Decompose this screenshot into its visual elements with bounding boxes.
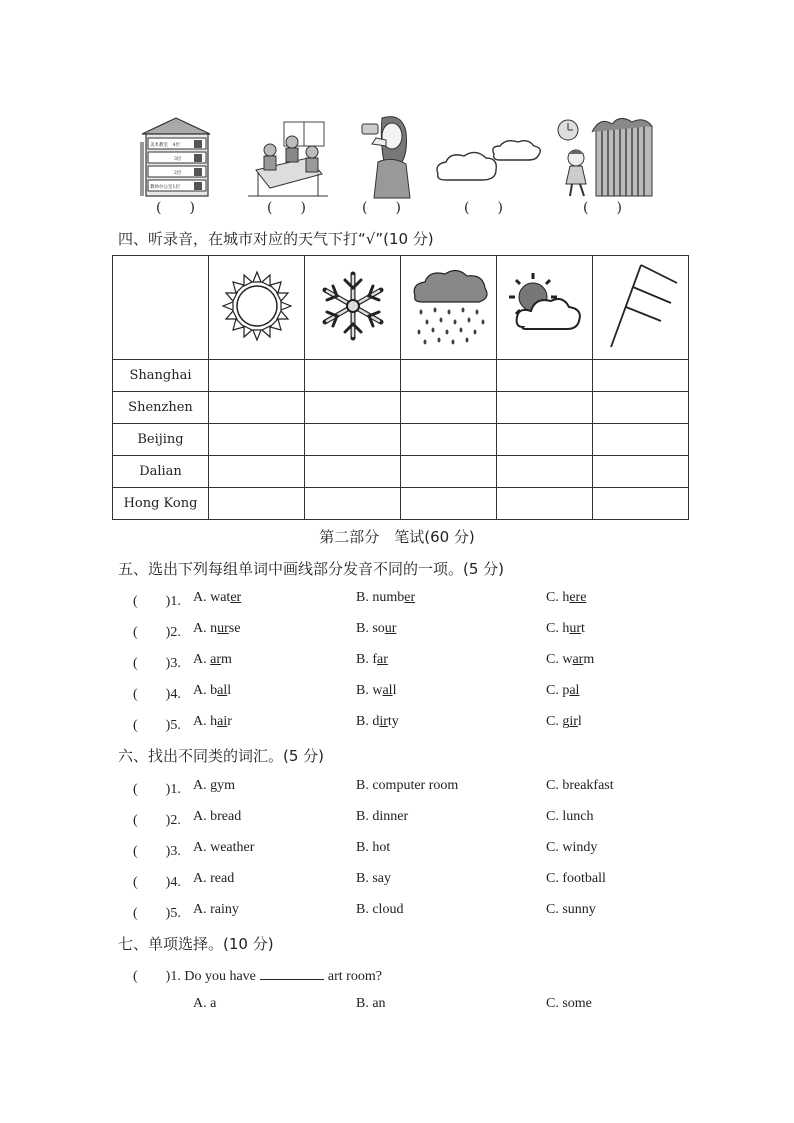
sun-icon bbox=[217, 266, 297, 346]
answer-paren[interactable]: ( )3. bbox=[133, 656, 181, 671]
answer-cell[interactable] bbox=[209, 392, 305, 424]
picture-paren-3[interactable]: ( ) bbox=[362, 200, 401, 216]
city-beijing: Beijing bbox=[113, 424, 209, 456]
option-c[interactable]: C. some bbox=[546, 996, 592, 1011]
answer-paren[interactable]: ( )5. bbox=[133, 906, 181, 921]
question-text-before: Do you have bbox=[184, 969, 256, 984]
answer-cell[interactable] bbox=[497, 360, 593, 392]
section7-question-1: ( )1. Do you have art room? bbox=[133, 969, 382, 984]
option-b[interactable]: B. dirty bbox=[356, 714, 399, 729]
building-sign-2: 2层 bbox=[174, 171, 182, 176]
answer-paren[interactable]: ( )3. bbox=[133, 844, 181, 859]
answer-cell[interactable] bbox=[305, 392, 401, 424]
building-sign-4: 美术教室 4层 bbox=[150, 143, 180, 148]
option-a[interactable]: A. a bbox=[193, 996, 217, 1011]
answer-cell[interactable] bbox=[593, 360, 689, 392]
answer-cell[interactable] bbox=[593, 392, 689, 424]
answer-cell[interactable] bbox=[593, 488, 689, 520]
option-a[interactable]: A. water bbox=[193, 590, 242, 605]
answer-paren[interactable]: ( )4. bbox=[133, 687, 181, 702]
option-b[interactable]: B. an bbox=[356, 996, 386, 1011]
answer-cell[interactable] bbox=[497, 488, 593, 520]
answer-cell[interactable] bbox=[305, 360, 401, 392]
answer-paren[interactable]: ( )1. bbox=[133, 782, 181, 797]
school-gate-picture bbox=[556, 112, 656, 200]
option-c[interactable]: C. pal bbox=[546, 683, 580, 698]
sun-cloud-icon bbox=[505, 271, 585, 341]
weather-col-rain bbox=[401, 256, 497, 360]
school-building-picture bbox=[136, 112, 216, 200]
city-dalian: Dalian bbox=[113, 456, 209, 488]
option-a[interactable]: A. read bbox=[193, 871, 235, 886]
picture-paren-1[interactable]: ( ) bbox=[156, 200, 195, 216]
option-c[interactable]: C. windy bbox=[546, 840, 598, 855]
question-text-after: art room? bbox=[327, 969, 382, 984]
option-b[interactable]: B. wall bbox=[356, 683, 397, 698]
weather-col-wind bbox=[593, 256, 689, 360]
answer-paren[interactable]: ( )5. bbox=[133, 718, 181, 733]
option-c[interactable]: C. breakfast bbox=[546, 778, 614, 793]
answer-cell[interactable] bbox=[305, 488, 401, 520]
answer-cell[interactable] bbox=[401, 456, 497, 488]
section5-title: 五、选出下列每组单词中画线部分发音不同的一项。(5 分) bbox=[118, 560, 505, 578]
picture-paren-4[interactable]: ( ) bbox=[464, 200, 503, 216]
option-c[interactable]: C. hurt bbox=[546, 621, 585, 636]
option-a[interactable]: A. bread bbox=[193, 809, 242, 824]
clouds-picture bbox=[432, 112, 544, 200]
option-b[interactable]: B. cloud bbox=[356, 902, 404, 917]
section4-title: 四、听录音，在城市对应的天气下打“√”(10 分) bbox=[118, 230, 434, 248]
weather-col-sun bbox=[209, 256, 305, 360]
answer-cell[interactable] bbox=[209, 424, 305, 456]
option-b[interactable]: B. number bbox=[356, 590, 416, 605]
answer-paren[interactable]: ( )2. bbox=[133, 813, 181, 828]
section7-title: 七、单项选择。(10 分) bbox=[118, 935, 274, 953]
answer-cell[interactable] bbox=[593, 424, 689, 456]
answer-paren[interactable]: ( )1. bbox=[133, 594, 181, 609]
answer-cell[interactable] bbox=[497, 456, 593, 488]
answer-cell[interactable] bbox=[209, 360, 305, 392]
option-c[interactable]: C. warm bbox=[546, 652, 595, 667]
option-a[interactable]: A. arm bbox=[193, 652, 232, 667]
option-a[interactable]: A. gym bbox=[193, 778, 235, 793]
option-c[interactable]: C. girl bbox=[546, 714, 582, 729]
picture-paren-2[interactable]: ( ) bbox=[267, 200, 306, 216]
rain-cloud-icon bbox=[407, 264, 491, 348]
option-a[interactable]: A. nurse bbox=[193, 621, 241, 636]
option-b[interactable]: B. computer room bbox=[356, 778, 459, 793]
weather-col-sun-cloud bbox=[497, 256, 593, 360]
answer-paren[interactable]: ( ) bbox=[133, 969, 171, 984]
option-c[interactable]: C. here bbox=[546, 590, 587, 605]
answer-cell[interactable] bbox=[401, 360, 497, 392]
option-b[interactable]: B. sour bbox=[356, 621, 397, 636]
option-b[interactable]: B. dinner bbox=[356, 809, 409, 824]
option-c[interactable]: C. football bbox=[546, 871, 606, 886]
answer-cell[interactable] bbox=[401, 392, 497, 424]
option-c[interactable]: C. lunch bbox=[546, 809, 594, 824]
answer-cell[interactable] bbox=[401, 424, 497, 456]
building-sign-1: 教师办公室1层 bbox=[150, 185, 180, 190]
picture-paren-5[interactable]: ( ) bbox=[583, 200, 622, 216]
city-hong-kong: Hong Kong bbox=[113, 488, 209, 520]
option-a[interactable]: A. rainy bbox=[193, 902, 239, 917]
section6-title: 六、找出不同类的词汇。(5 分) bbox=[118, 747, 325, 765]
fill-blank[interactable] bbox=[260, 967, 324, 980]
option-b[interactable]: B. far bbox=[356, 652, 388, 667]
building-sign-3: 3层 bbox=[174, 157, 182, 162]
answer-cell[interactable] bbox=[593, 456, 689, 488]
option-b[interactable]: B. say bbox=[356, 871, 391, 886]
wind-icon bbox=[601, 261, 681, 351]
answer-cell[interactable] bbox=[209, 456, 305, 488]
answer-cell[interactable] bbox=[209, 488, 305, 520]
snowflake-icon bbox=[317, 270, 389, 342]
city-shanghai: Shanghai bbox=[113, 360, 209, 392]
answer-cell[interactable] bbox=[401, 488, 497, 520]
answer-paren[interactable]: ( )2. bbox=[133, 625, 181, 640]
option-a[interactable]: A. weather bbox=[193, 840, 255, 855]
classroom-picture bbox=[248, 112, 328, 200]
option-b[interactable]: B. hot bbox=[356, 840, 391, 855]
weather-table-corner bbox=[113, 256, 209, 360]
option-c[interactable]: C. sunny bbox=[546, 902, 596, 917]
girl-drinking-picture bbox=[358, 112, 418, 200]
answer-cell[interactable] bbox=[305, 456, 401, 488]
answer-cell[interactable] bbox=[497, 424, 593, 456]
part2-title: 第二部分 笔试(60 分) bbox=[319, 528, 475, 546]
answer-cell[interactable] bbox=[305, 424, 401, 456]
answer-paren[interactable]: ( )4. bbox=[133, 875, 181, 890]
weather-table bbox=[112, 255, 689, 520]
option-a[interactable]: A. ball bbox=[193, 683, 232, 698]
answer-cell[interactable] bbox=[497, 392, 593, 424]
city-shenzhen: Shenzhen bbox=[113, 392, 209, 424]
option-a[interactable]: A. hair bbox=[193, 714, 232, 729]
weather-col-snow bbox=[305, 256, 401, 360]
